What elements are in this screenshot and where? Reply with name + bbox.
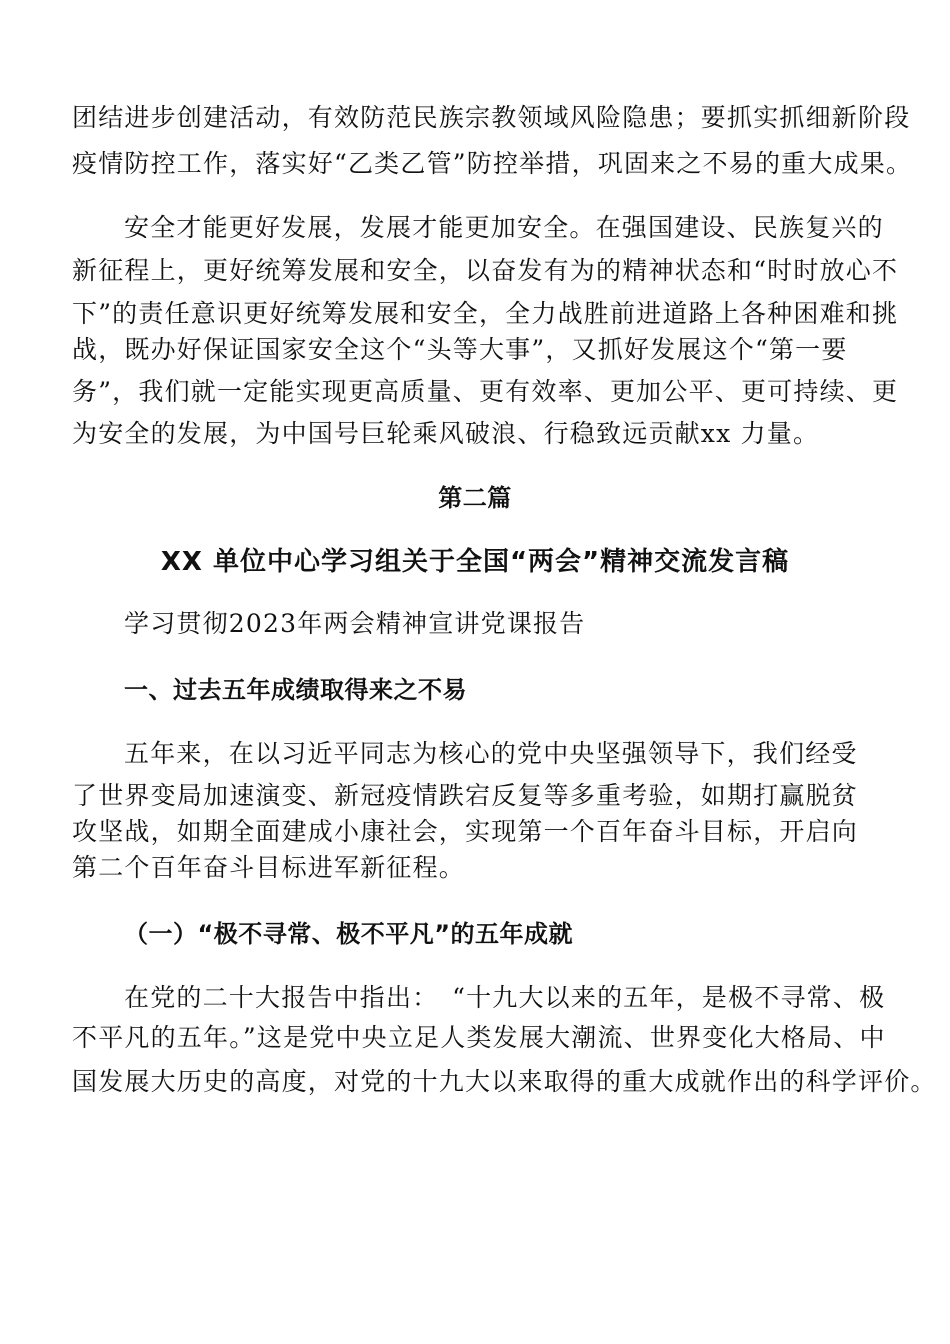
part-heading: 第二篇 [438, 484, 512, 512]
subsection-heading: （一）“极不寻常、极不平凡”的五年成就 [124, 920, 574, 948]
section-heading: 一、过去五年成绩取得来之不易 [124, 676, 467, 704]
paragraph-line: 新征程上，更好统筹发展和安全，以奋发有为的精神状态和“时时放心不 [72, 256, 899, 285]
subtitle: 学习贯彻2023年两会精神宣讲党课报告 [124, 609, 586, 638]
paragraph-line: 为安全的发展，为中国号巨轮乘风破浪、行稳致远贡献xx 力量。 [72, 419, 820, 448]
paragraph-line: 国发展大历史的高度，对党的十九大以来取得的重大成就作出的科学评价。 [72, 1067, 937, 1096]
paragraph-line: 攻坚战，如期全面建成小康社会，实现第一个百年奋斗目标，开启向 [72, 817, 859, 846]
paragraph-line: 疫情防控工作，落实好“乙类乙管”防控举措，巩固来之不易的重大成果。 [72, 149, 913, 178]
paragraph-line: 务”，我们就一定能实现更高质量、更有效率、更加公平、更可持续、更 [72, 377, 899, 406]
paragraph-line: 在党的二十大报告中指出： “十九大以来的五年，是极不寻常、极 [124, 983, 886, 1012]
document-title: XX 单位中心学习组关于全国“两会”精神交流发言稿 [160, 547, 790, 577]
paragraph-line: 团结进步创建活动，有效防范民族宗教领域风险隐患；要抓实抓细新阶段 [72, 103, 911, 132]
paragraph-line: 安全才能更好发展，发展才能更加安全。在强国建设、民族复兴的 [124, 213, 884, 242]
paragraph-line: 不平凡的五年。”这是党中央立足人类发展大潮流、世界变化大格局、中 [72, 1023, 886, 1052]
paragraph-line: 战，既办好保证国家安全这个“头等大事”，又抓好发展这个“第一要 [72, 335, 848, 364]
paragraph-line: 第二个百年奋斗目标进军新征程。 [72, 853, 466, 882]
paragraph-line: 了世界变局加速演变、新冠疫情跌宕反复等多重考验，如期打赢脱贫 [72, 781, 859, 810]
paragraph-line: 五年来，在以习近平同志为核心的党中央坚强领导下，我们经受 [124, 739, 858, 768]
paragraph-line: 下”的责任意识更好统筹发展和安全，全力战胜前进道路上各种困难和挑 [72, 299, 899, 328]
